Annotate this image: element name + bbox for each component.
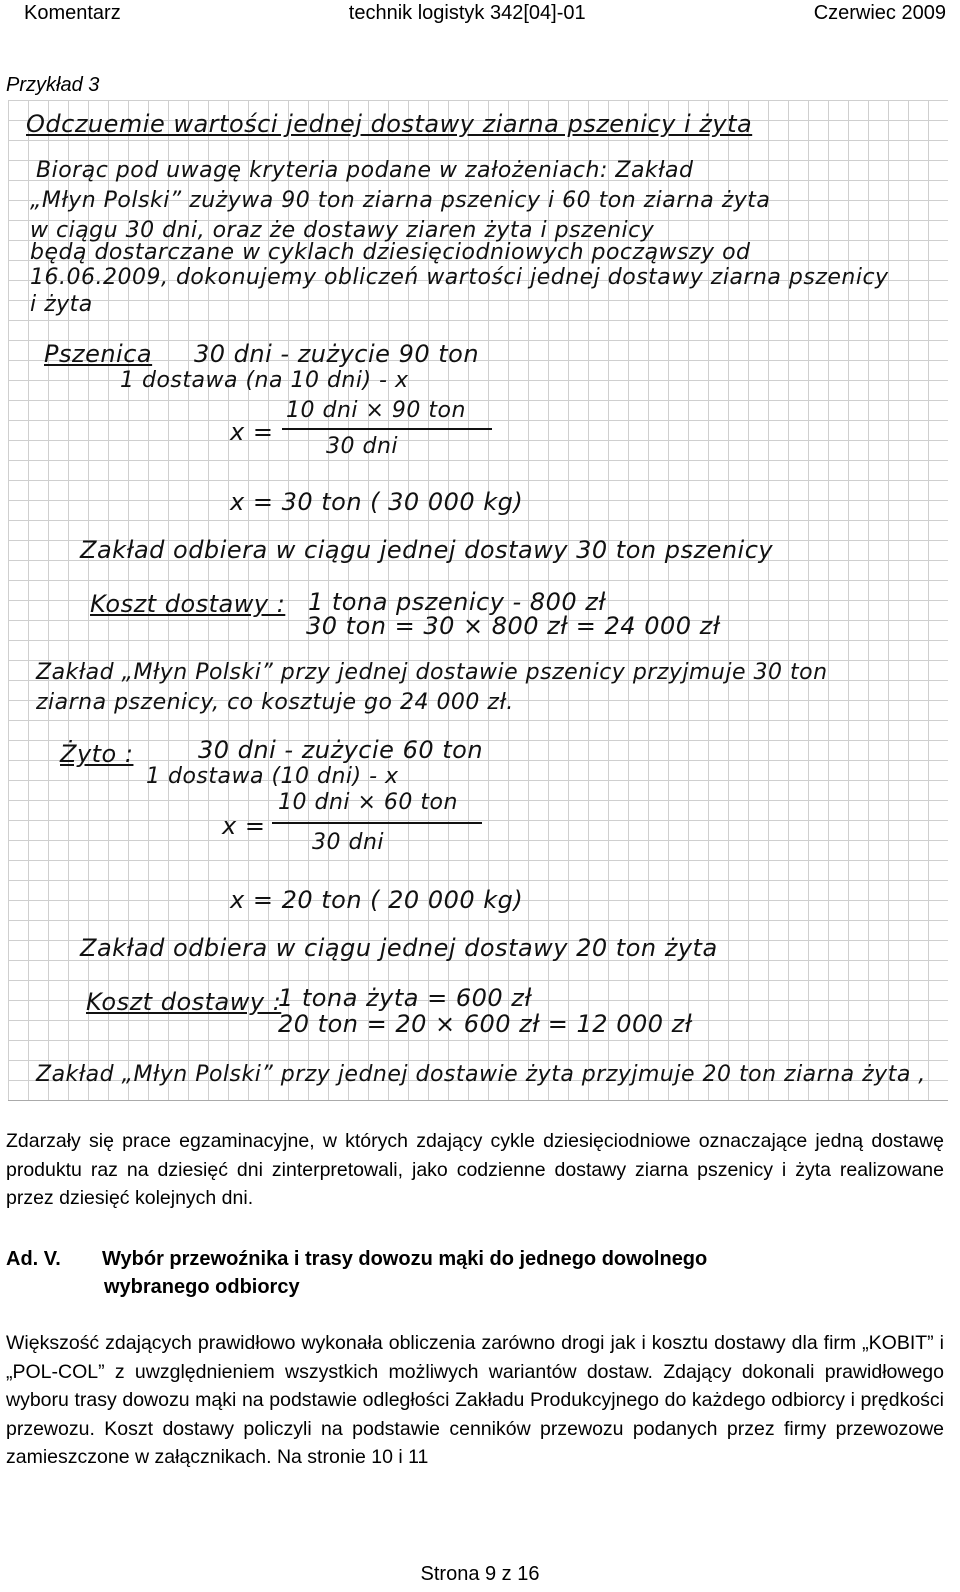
page-footer: Strona 9 z 16 <box>420 1563 540 1585</box>
paragraph-section-v: Większość zdających prawidłowo wykonała obliczenia zarówno drogi jak i kosztu dostawy dla firm „KOBIT” i „POL-COL” z uwzględnieniem wszystkich możliwych wariantów dostaw. Zdający dokonali prawidłowego wyboru trasy dowozu mąki na podstawie odległości Zakładu Produkcyjnego do każdego odbiorcy i prędkości przewozu. Koszt dostawy policzyli na podstawie cenników przewozu podanych przez firmy przewozowe zamieszczone w załącznikach. Na stronie 10 i 11 <box>6 1332 944 1468</box>
hw-rye-line1: 30 dni - zużycie 60 ton <box>198 736 484 764</box>
hw-wheat-cost-label: Koszt dostawy : <box>90 590 286 618</box>
section-title-line2: wybranego odbiorcy <box>104 1276 300 1298</box>
hw-rye-fraction-line <box>272 822 482 824</box>
paragraph-interpretation-note: Zdarzały się prace egzaminacyjne, w których zdający cykle dziesięciodniowe oznaczające jedną dostawę produktu raz na dziesięć dni zinterpretowali, jako codzienne dostawy ziarna pszenicy i żyta realizowane przez dziesięć kolejnych dni. <box>6 1130 944 1209</box>
hw-rye-result: x = 20 ton ( 20 000 kg) <box>230 886 524 914</box>
section-heading <box>6 1245 946 1301</box>
hw-rye-cost1: 1 tona żyta = 600 zł <box>278 984 532 1012</box>
hw-wheat-fraction-line <box>282 428 492 430</box>
hw-wheat-result: x = 30 ton ( 30 000 kg) <box>230 488 524 516</box>
hw-rye-numerator: 10 dni × 60 ton <box>278 790 458 815</box>
hw-rye-receives: Zakład odbiera w ciągu jednej dostawy 20 ton żyta <box>80 934 718 962</box>
hw-intro-line: Biorąc pod uwagę kryteria podane w założeniach: Zakład <box>36 158 694 183</box>
hw-wheat-receives: Zakład odbiera w ciągu jednej dostawy 30 ton pszenicy <box>80 536 774 564</box>
handwritten-scan <box>8 100 948 1101</box>
hw-intro-line: w ciągu 30 dni, oraz że dostawy ziaren żyta i pszenicy <box>30 218 655 243</box>
hw-wheat-line2: 1 dostawa (na 10 dni) - x <box>120 368 409 393</box>
hw-wheat-cost1: 1 tona pszenicy - 800 zł <box>308 588 606 616</box>
hw-wheat-label: Pszenica <box>44 340 153 368</box>
section-title-line1: Wybór przewoźnika i trasy dowozu mąki do jednego dowolnego <box>102 1248 708 1270</box>
hw-wheat-summary1: Zakład „Młyn Polski” przy jednej dostawie pszenicy przyjmuje 30 ton <box>36 660 828 685</box>
section-number: Ad. V. <box>6 1248 61 1270</box>
hw-wheat-numerator: 10 dni × 90 ton <box>286 398 466 423</box>
header-center: technik logistyk 342[04]-01 <box>348 2 586 24</box>
hw-rye-xeq: x = <box>222 812 266 840</box>
example-label: Przykład 3 <box>6 74 100 96</box>
hw-wheat-denominator: 30 dni <box>326 434 399 459</box>
hw-intro-line: 16.06.2009, dokonujemy obliczeń wartości jednej dostawy ziarna pszenicy <box>30 265 889 290</box>
hw-wheat-cost2: 30 ton = 30 × 800 zł = 24 000 zł <box>306 612 721 640</box>
hw-rye-summary: Zakład „Młyn Polski” przy jednej dostawie żyta przyjmuje 20 ton ziarna żyta , <box>36 1062 926 1087</box>
hw-rye-label: Żyto : <box>60 740 134 768</box>
hw-rye-cost-label: Koszt dostawy : <box>86 988 282 1016</box>
hw-wheat-xeq: x = <box>230 418 274 446</box>
header-left: Komentarz <box>24 2 121 24</box>
hw-rye-line2: 1 dostawa (10 dni) - x <box>146 764 399 789</box>
hw-rye-denominator: 30 dni <box>312 830 385 855</box>
hw-intro-line: „Młyn Polski” zużywa 90 ton ziarna pszenicy i 60 ton ziarna żyta <box>30 188 771 213</box>
hw-intro-line: będą dostarczane w cyklach dziesięciodniowych począwszy od <box>30 240 751 265</box>
hw-title: Odczuemie wartości jednej dostawy ziarna pszenicy i żyta <box>26 110 753 138</box>
hw-intro-line: i żyta <box>30 292 93 317</box>
hw-rye-cost2: 20 ton = 20 × 600 zł = 12 000 zł <box>278 1010 693 1038</box>
header-right: Czerwiec 2009 <box>813 2 946 24</box>
hw-wheat-line1: 30 dni - zużycie 90 ton <box>194 340 480 368</box>
hw-wheat-summary2: ziarna pszenicy, co kosztuje go 24 000 zł. <box>36 690 514 715</box>
page-header <box>24 2 946 30</box>
